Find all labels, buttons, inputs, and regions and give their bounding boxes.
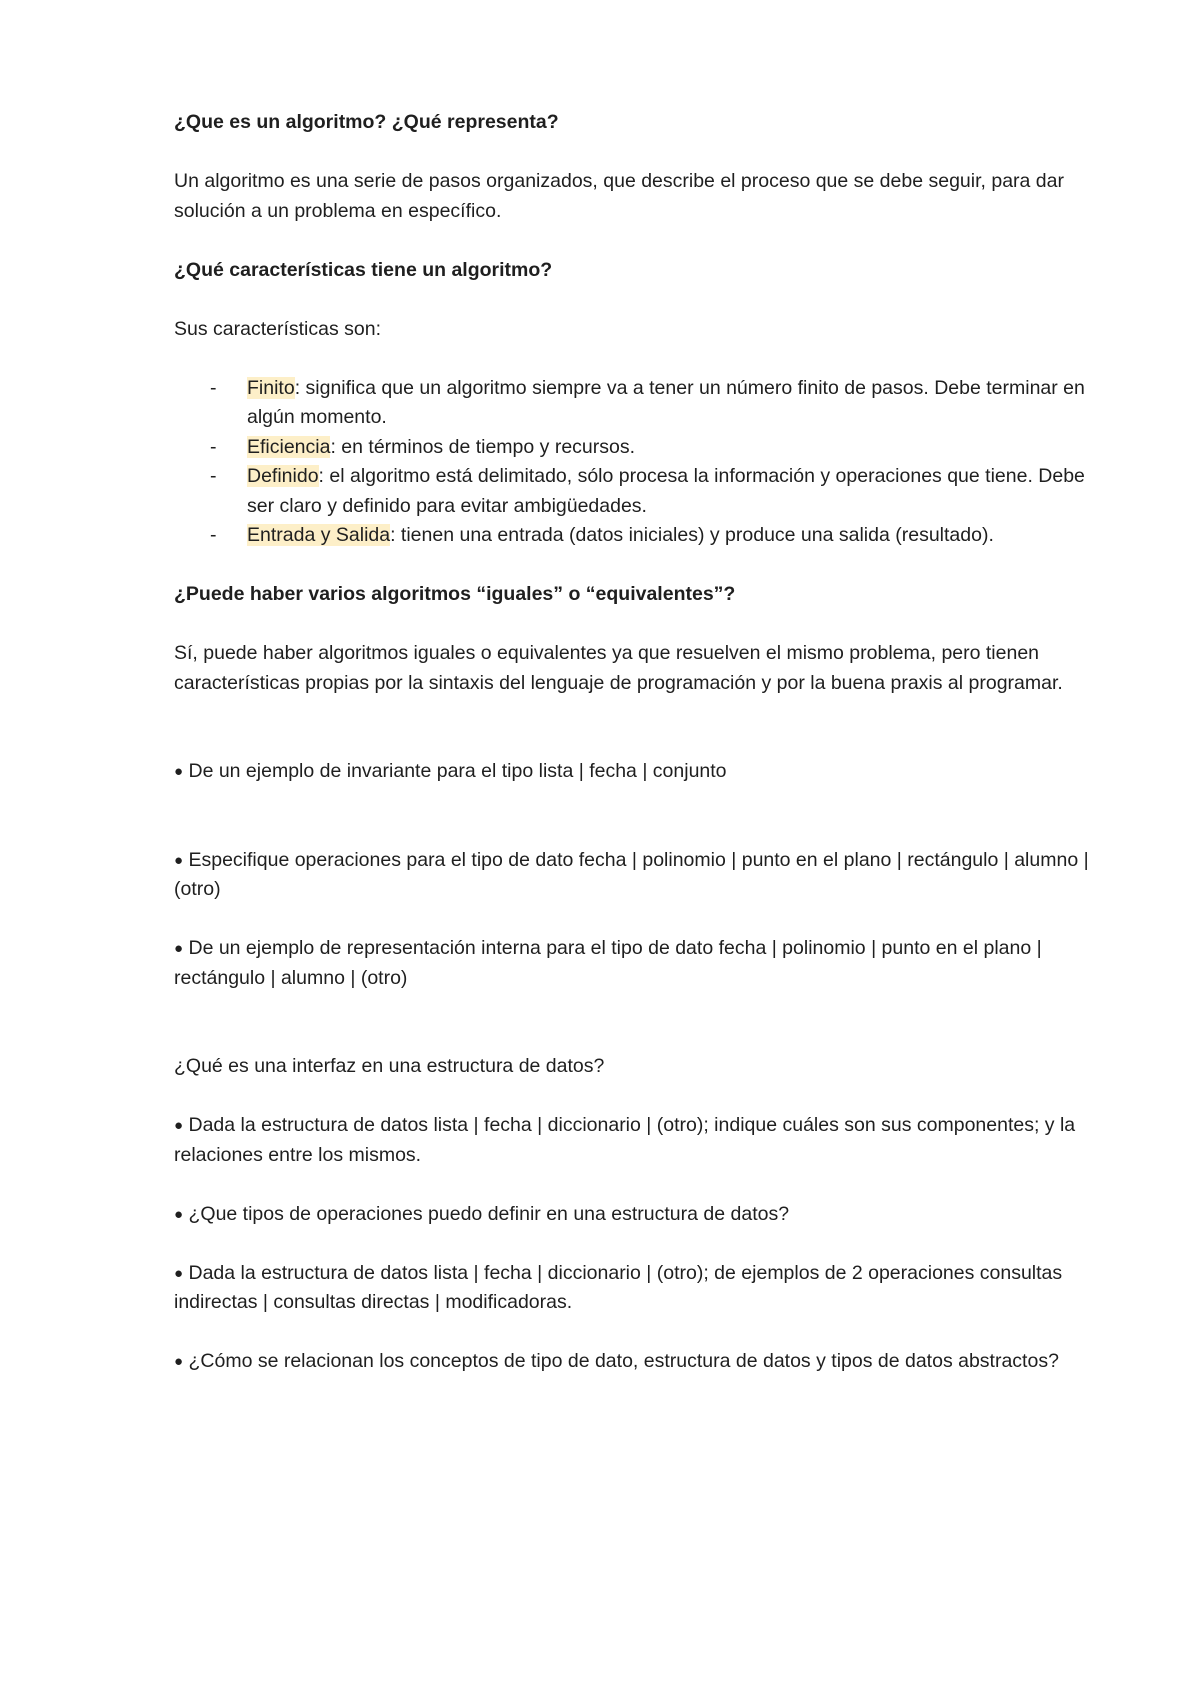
list-item <box>174 374 1104 433</box>
term-description: : tienen una entrada (datos iniciales) y produce una salida (resultado). <box>390 524 994 546</box>
bullet-text: ¿Que tipos de operaciones puedo definir en una estructura de datos? <box>188 1202 790 1225</box>
term-description: : significa que un algoritmo siempre va a tener un número finito de pasos. Debe terminar en algún momento. <box>247 376 1085 428</box>
term-description: : el algoritmo está delimitado, sólo procesa la información y operaciones que tiene. Debe ser claro y definido para evitar ambigüedades. <box>247 465 1085 517</box>
bullet-item <box>174 1200 1104 1230</box>
dash-marker: - <box>210 376 217 399</box>
bullet-item <box>174 934 1104 993</box>
question-heading-1: ¿Que es un algoritmo? ¿Qué representa? <box>174 111 559 133</box>
term-highlight: Definido <box>247 465 319 487</box>
bullet-item <box>174 757 1104 787</box>
bullet-text: De un ejemplo de representación interna para el tipo de dato fecha | polinomio | punto en el plano | rectángulo | alumno | (otro) <box>174 937 1042 989</box>
question-heading-3: ¿Puede haber varios algoritmos “iguales” o “equivalentes”? <box>174 583 736 605</box>
bullet-item <box>174 1259 1104 1318</box>
characteristics-intro: Sus características son: <box>174 317 381 340</box>
bullet-dot-icon: ● <box>174 1353 184 1370</box>
characteristics-list <box>174 374 1104 551</box>
list-item <box>174 433 1104 463</box>
bullet-dot-icon: ● <box>174 1264 184 1282</box>
bullet-dot-icon: ● <box>174 1205 184 1223</box>
bullet-item <box>174 1347 1104 1377</box>
dash-marker: - <box>210 524 217 546</box>
document-page <box>174 108 1104 1377</box>
term-highlight: Finito <box>247 376 295 399</box>
dash-marker: - <box>210 435 217 458</box>
bullet-text: Especifique operaciones para el tipo de dato fecha | polinomio | punto en el plano | rectángulo | alumno | (otro) <box>174 848 1089 900</box>
question-heading-2: ¿Qué características tiene un algoritmo? <box>174 258 553 281</box>
term-highlight: Eficiencia <box>247 435 331 458</box>
bullet-text: Dada la estructura de datos lista | fecha | diccionario | (otro); indique cuáles son sus componentes; y la relaciones entre los mismos. <box>174 1114 1076 1166</box>
list-item <box>174 462 1104 521</box>
term-highlight: Entrada y Salida <box>247 524 391 546</box>
bullet-item <box>174 1111 1104 1170</box>
bullet-text: ¿Cómo se relacionan los conceptos de tipo de dato, estructura de datos y tipos de datos abstractos? <box>188 1350 1059 1372</box>
list-item <box>174 521 1104 551</box>
bullet-text: De un ejemplo de invariante para el tipo lista | fecha | conjunto <box>188 760 727 782</box>
answer-paragraph-3: Sí, puede haber algoritmos iguales o equivalentes ya que resuelven el mismo problema, pero tienen características propias por la sintaxis del lenguaje de programación y por la buena praxis al programar. <box>174 642 1063 694</box>
answer-paragraph-1: Un algoritmo es una serie de pasos organizados, que describe el proceso que se debe seguir, para dar solución a un problema en específico. <box>174 170 1064 222</box>
bullet-dot-icon: ● <box>174 940 184 957</box>
bullet-dot-icon: ● <box>174 763 184 780</box>
interface-question: ¿Qué es una interfaz en una estructura de datos? <box>174 1055 605 1077</box>
bullet-item <box>174 846 1104 905</box>
term-description: : en términos de tiempo y recursos. <box>330 435 636 458</box>
bullet-text: Dada la estructura de datos lista | fecha | diccionario | (otro); de ejemplos de 2 operaciones consultas indirectas | consultas directas | modificadoras. <box>174 1261 1063 1313</box>
bullet-dot-icon: ● <box>174 851 184 869</box>
bullet-dot-icon: ● <box>174 1117 184 1134</box>
dash-marker: - <box>210 465 217 487</box>
